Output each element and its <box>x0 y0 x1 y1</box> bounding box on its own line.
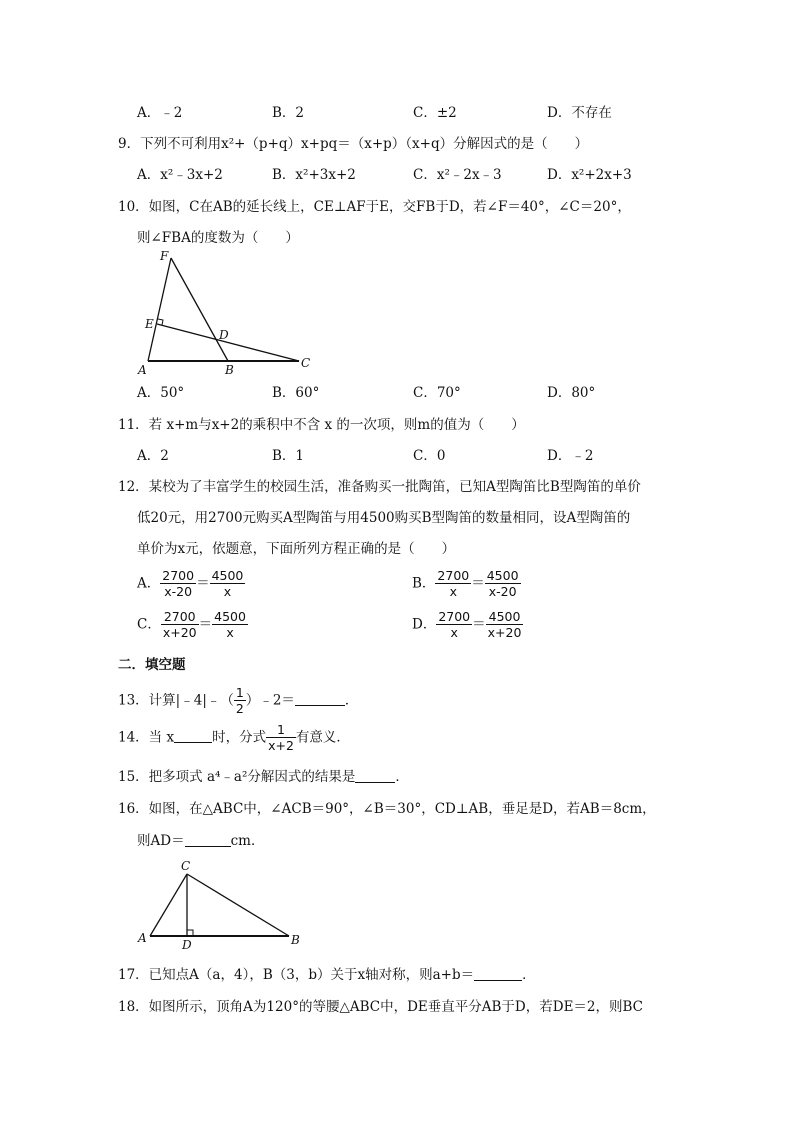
q14-stem: 14．当 x 时，分式 $\frac{1}{x+2}$ 有意义． <box>118 722 350 753</box>
fraction: $\frac{1}{x+2}$ <box>268 722 294 753</box>
label-B: B <box>291 933 300 947</box>
fraction: $\frac{2700}{x+20}$ <box>162 609 197 640</box>
segment-AF <box>148 258 171 361</box>
q8-option-d: D．不存在 <box>547 105 612 121</box>
q9-option-c: C．x²﹣2x﹣3 <box>413 167 502 183</box>
q12-option-d: D． $\frac{2700}{x}$ ＝ $\frac{4500}{x+20}$ <box>412 609 522 640</box>
q10-option-c: C．70° <box>413 385 461 401</box>
label-D: D <box>219 328 229 342</box>
q10-stem-line2: 则∠FBA的度数为（ ） <box>137 230 299 246</box>
fraction: $\frac{4500}{x+20}$ <box>487 609 522 640</box>
segment-AC <box>150 874 187 936</box>
q10-option-a: A．50° <box>137 385 185 401</box>
label-C: C <box>181 859 191 873</box>
q12-option-b: B． $\frac{2700}{x}$ ＝ $\frac{4500}{x-20}$ <box>412 568 519 599</box>
q12-option-b-label: B． <box>412 575 436 592</box>
q15-answer-blank[interactable] <box>355 769 395 783</box>
q17-answer-blank[interactable] <box>474 967 522 981</box>
q12-option-d-label: D． <box>412 616 437 633</box>
q16-answer-blank[interactable] <box>185 833 231 847</box>
q11-option-c: C．0 <box>413 448 446 464</box>
q8-option-b: B．2 <box>272 105 305 121</box>
q16-figure <box>134 856 309 952</box>
q12-option-a-label: A． <box>137 575 161 592</box>
segment-CB <box>187 874 289 936</box>
label-F: F <box>160 249 169 263</box>
q12-stem-line3: 单价为x元，依题意，下面所列方程正确的是（ ） <box>137 541 456 557</box>
label-B: B <box>225 363 234 377</box>
label-D: D <box>182 938 192 952</box>
q8-option-a: A．﹣2 <box>137 105 183 121</box>
label-A: A <box>138 363 147 377</box>
q11-option-b: B．1 <box>272 448 305 464</box>
q9-option-a: A．x²﹣3x+2 <box>137 167 223 183</box>
label-A: A <box>138 931 147 945</box>
segment-FB <box>171 258 228 361</box>
q10-option-b: B．60° <box>272 385 320 401</box>
q13-stem: 13．计算|﹣4|﹣（ $\frac{1}{2}$ ）﹣2＝ ． <box>118 685 359 716</box>
q11-stem: 11．若 x+m与x+2的乘积中不含 x 的一次项，则m的值为（ ） <box>118 417 525 433</box>
q8-option-c: C．±2 <box>413 105 457 121</box>
label-C: C <box>301 356 311 370</box>
q9-suffix: 分解因式的是（ ） <box>453 136 589 152</box>
section-title-fill-in: 二．填空题 <box>118 657 186 673</box>
q9-option-d: D．x²+2x+3 <box>547 167 632 183</box>
q9-stem <box>118 135 588 153</box>
q9-option-b: B．x²+3x+2 <box>272 167 356 183</box>
q15-stem: 15．把多项式 a⁴﹣a²分解因式的结果是 ． <box>118 769 409 785</box>
q11-option-d: D．﹣2 <box>547 448 594 464</box>
q13-answer-blank[interactable] <box>295 692 345 706</box>
fraction: $\frac{2700}{x-20}$ <box>162 568 195 599</box>
q17-stem: 17．已知点A（a，4），B（3，b）关于x轴对称，则a+b＝ ． <box>118 967 536 983</box>
q12-option-c-label: C． <box>137 616 161 633</box>
q12-option-c: C． $\frac{2700}{x+20}$ ＝ $\frac{4500}{x}$ <box>137 609 246 640</box>
fraction: $\frac{4500}{x}$ <box>214 609 246 640</box>
fraction: $\frac{2700}{x}$ <box>437 568 470 599</box>
q10-option-d: D．80° <box>547 385 596 401</box>
q11-option-a: A．2 <box>137 448 169 464</box>
q16-stem-line1: 16．如图，在△ABC中，∠ACB＝90°，∠B＝30°，CD⊥AB，垂足是D，若AB＝8cm， <box>118 801 656 817</box>
fraction: $\frac{4500}{x}$ <box>211 568 244 599</box>
q18-stem: 18．如图所示，顶角A为120°的等腰△ABC中，DE垂直平分AB于D，若DE＝2，则BC <box>118 999 644 1015</box>
q12-stem-line2: 低20元，用2700元购买A型陶笛与用4500购买B型陶笛的数量相同，设A型陶笛的 <box>137 510 631 526</box>
q10-stem-line1: 10．如图，C在AB的延长线上，CE⊥AF于E，交FB于D，若∠F＝40°，∠C＝20°， <box>118 199 631 215</box>
q16-stem-line2: 则AD＝ cm． <box>137 833 265 849</box>
q12-option-a: A． $\frac{2700}{x-20}$ ＝ $\frac{4500}{x}$ <box>137 568 244 599</box>
fraction-one-half: $\frac{1}{2}$ <box>235 685 244 716</box>
q9-prefix: 9．下列不可利用 <box>118 136 222 152</box>
q9-expression: x²+（p+q）x+pq＝（x+p）（x+q） <box>221 136 454 152</box>
fraction: $\frac{4500}{x-20}$ <box>486 568 519 599</box>
q12-stem-line1: 12．某校为了丰富学生的校园生活，准备购买一批陶笛，已知A型陶笛比B型陶笛的单价 <box>118 479 641 495</box>
fraction: $\frac{2700}{x}$ <box>438 609 471 640</box>
q10-figure <box>135 248 320 378</box>
q14-answer-blank[interactable] <box>174 729 212 743</box>
label-E: E <box>145 317 154 331</box>
